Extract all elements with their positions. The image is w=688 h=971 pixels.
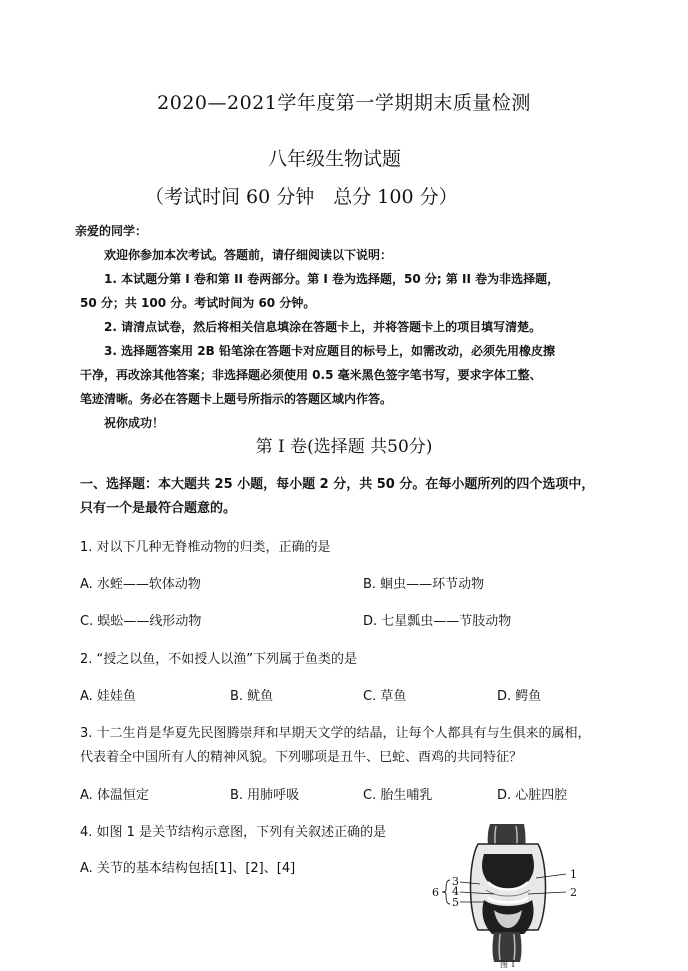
exam-subtitle: 八年级生物试题 bbox=[268, 148, 402, 170]
question-4-stem: 4. 如图 1 是关节结构示意图，下列有关叙述正确的是 bbox=[80, 825, 387, 840]
closing: 祝你成功！ bbox=[104, 416, 165, 430]
q2-option-d: D. 鳄鱼 bbox=[497, 689, 542, 704]
figure-caption: 图 1 bbox=[500, 960, 516, 968]
question-2-stem: 2. “授之以鱼，不如授人以渔”下列属于鱼类的是 bbox=[80, 652, 358, 667]
label-5: 5 bbox=[452, 896, 459, 909]
instruction-1-line1: 1. 本试题分第 I 卷和第 II 卷两部分。第 I 卷为选择题，50 分; 第 II 卷为非选择题， bbox=[104, 272, 560, 286]
label-2: 2 bbox=[570, 886, 577, 899]
q2-option-b: B. 鱿鱼 bbox=[230, 689, 274, 704]
intro: 欢迎你参加本次考试。答题前，请仔细阅读以下说明： bbox=[104, 248, 393, 262]
label-6: 6 bbox=[432, 886, 439, 899]
q1-option-d: D. 七星瓢虫——节肢动物 bbox=[363, 614, 512, 629]
question-3-stem-line1: 3. 十二生肖是华夏先民图腾崇拜和早期天文学的结晶，让每个人都具有与生俱来的属相， bbox=[80, 726, 591, 741]
q4-option-a: A. 关节的基本结构包括[1]、[2]、[4] bbox=[80, 861, 296, 876]
lower-bone-shaft bbox=[493, 932, 522, 962]
q2-option-a: A. 娃娃鱼 bbox=[80, 689, 136, 704]
label-1: 1 bbox=[570, 868, 577, 881]
instruction-3-line1: 3. 选择题答案用 2B 铅笔涂在答题卡对应题目的标号上，如需改动，必须先用橡皮擦 bbox=[104, 344, 555, 358]
q1-option-a: A. 水蛭——软体动物 bbox=[80, 577, 201, 592]
instruction-3-line2: 干净，再改涂其他答案；非选择题必须使用 0.5 毫米黑色签字笔书写，要求字体工整、 bbox=[80, 368, 542, 382]
instruction-2: 2. 请清点试卷，然后将相关信息填涂在答题卡上，并将答题卡上的项目填写清楚。 bbox=[104, 320, 542, 334]
q3-option-d: D. 心脏四腔 bbox=[497, 788, 568, 803]
q3-option-c: C. 胎生哺乳 bbox=[363, 788, 433, 803]
q3-option-b: B. 用肺呼吸 bbox=[230, 788, 300, 803]
exam-title: 2020—2021学年度第一学期期末质量检测 bbox=[157, 92, 531, 114]
instruction-1-line2: 50 分；共 100 分。考试时间为 60 分钟。 bbox=[80, 296, 316, 310]
question-1-stem: 1. 对以下几种无脊椎动物的归类，正确的是 bbox=[80, 540, 331, 555]
section-title: 第 I 卷(选择题 共50分) bbox=[255, 437, 433, 457]
label-3: 3 bbox=[452, 875, 459, 888]
q3-option-a: A. 体温恒定 bbox=[80, 788, 149, 803]
instruction-3-line3: 笔迹清晰。务必在答题卡上题号所指示的答题区域内作答。 bbox=[80, 392, 393, 406]
joint-diagram-figure bbox=[428, 822, 588, 968]
q2-option-c: C. 草鱼 bbox=[363, 689, 407, 704]
section-desc-line1: 一、选择题：本大题共 25 小题，每小题 2 分，共 50 分。在每小题所列的四个选项中， bbox=[80, 477, 595, 492]
q1-option-c: C. 蜈蚣——线形动物 bbox=[80, 614, 202, 629]
q1-option-b: B. 蛔虫——环节动物 bbox=[363, 577, 485, 592]
exam-time: （考试时间 60 分钟 总分 100 分） bbox=[145, 186, 458, 208]
section-desc-line2: 只有一个是最符合题意的。 bbox=[80, 501, 237, 516]
question-3-stem-line2: 代表着全中国所有人的精神风貌。下列哪项是丑牛、巳蛇、酉鸡的共同特征？ bbox=[80, 750, 523, 765]
label-4: 4 bbox=[452, 885, 459, 898]
greeting: 亲爱的同学： bbox=[75, 224, 148, 238]
